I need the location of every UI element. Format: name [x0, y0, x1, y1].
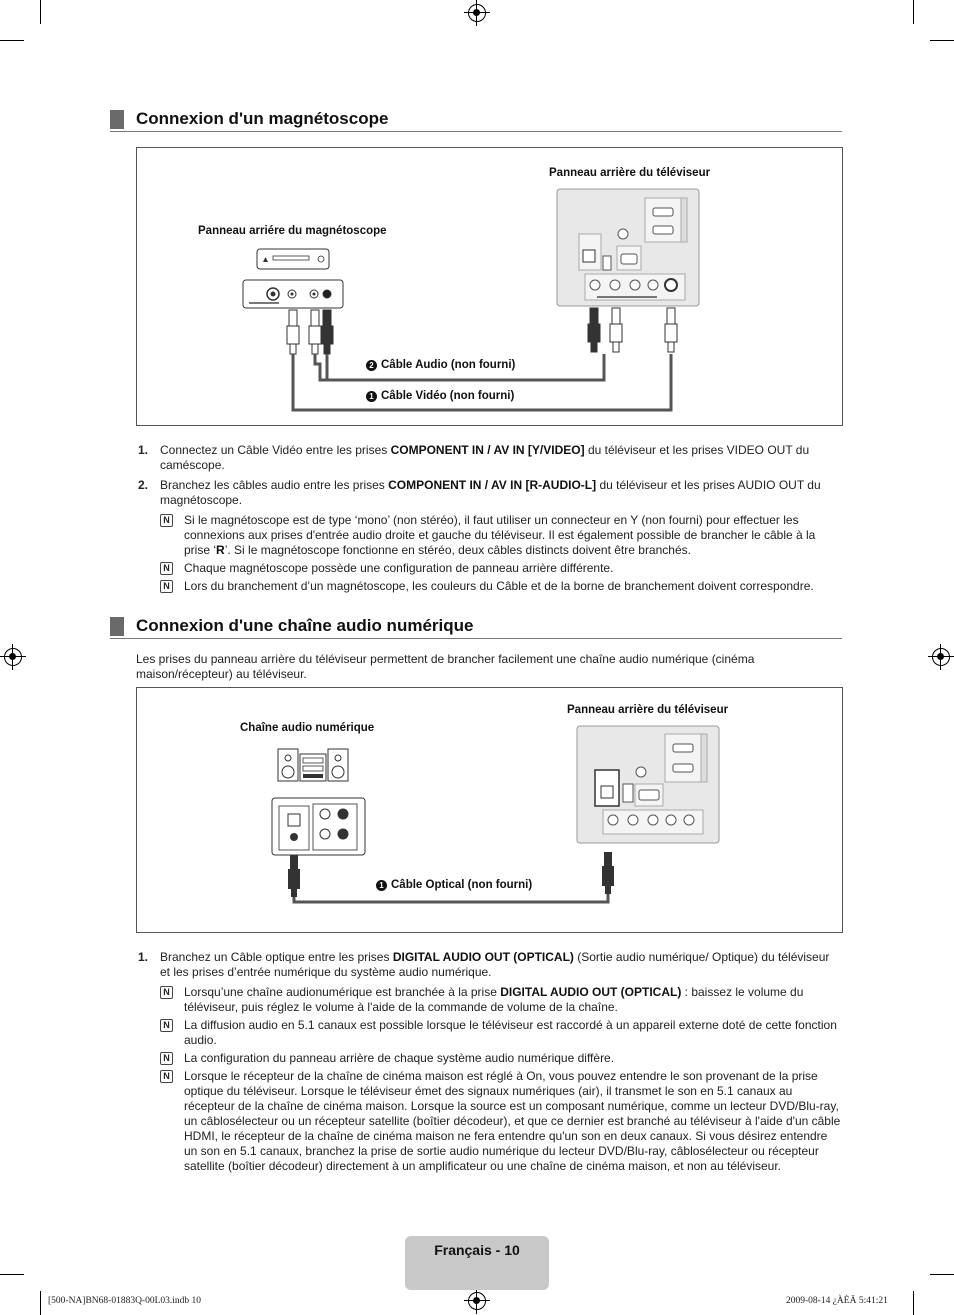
step-text: du téléviseur et les prises AUDIO OUT du magnétoscope.	[160, 478, 821, 507]
page-number-tab	[405, 1236, 549, 1290]
tv-panel-label: Panneau arrière du téléviseur	[549, 167, 711, 179]
crop-mark	[930, 40, 954, 41]
step-text: Branchez les câbles audio entre les prises	[160, 478, 389, 492]
jack-name: COMPONENT IN / AV IN [R-AUDIO-L]	[388, 478, 597, 492]
step-number: 2.	[138, 478, 149, 492]
section-marker	[110, 617, 124, 636]
audio-cable-label	[366, 359, 515, 371]
optical-cable-text: Câble Optical (non fourni)	[391, 879, 533, 891]
note-item	[136, 1051, 842, 1066]
crop-mark	[40, 0, 41, 24]
note-icon: N	[160, 1052, 173, 1065]
number-badge-icon: 2	[366, 360, 377, 371]
note-text: Lorsque le récepteur de la chaîne de cinéma maison est réglé à On, vous pouvez entendre le son provenant de la prise optique du téléviseur. Lorsque le téléviseur émet des signaux numériques (air), il transmet le son en 5.1 canaux au récepteur de la chaîne de cinéma maison. Lorsque la source est un composant numérique, comme un lecteur DVD/Blu-ray, un câblosélecteur ou un récepteur satellite (boîtier décodeur), et que ce dernier est branché au téléviseur à l'aide d'un câble HDMI, le récepteur de la chaîne de cinéma maison ne fera entendre qu'un son en deux canaux. Si vous désirez entendre un son en 5.1 canaux, branchez la prise de sortie audio numérique du lecteur DVD/Blu-ray, câblosélecteur ou récepteur satellite (boîtier décodeur) directement à un amplificateur ou une chaîne de cinéma maison, et non au téléviseur.	[184, 1069, 841, 1173]
jack-name: COMPONENT IN / AV IN [Y/VIDEO]	[390, 443, 585, 457]
note-icon: N	[160, 514, 173, 527]
audio-back-panel	[272, 798, 365, 855]
page-label: Français - 10	[434, 1242, 520, 1258]
audio-cable-text: Câble Audio (non fourni)	[381, 359, 516, 371]
jack-name: DIGITAL AUDIO OUT (OPTICAL)	[392, 950, 574, 964]
digital-audio-diagram	[136, 687, 843, 933]
instruction-step	[136, 950, 842, 980]
crop-mark	[40, 1291, 41, 1315]
note-item	[136, 985, 842, 1015]
vcr-rca-plugs	[287, 310, 333, 354]
step-text: du téléviseur et les prises VIDEO OUT du caméscope.	[160, 443, 810, 472]
audio-system-icon	[278, 749, 348, 781]
instruction-step	[136, 443, 842, 473]
step-text: (Sortie audio numérique/ Optique) du téléviseur et les prises d’entrée numérique du système audio numérique.	[160, 950, 830, 979]
note-text: Lors du branchement d’un magnétoscope, les couleurs du Câble et de la borne de branchement doivent correspondre.	[184, 579, 814, 593]
note-item	[136, 561, 842, 576]
vcr-connection-diagram	[136, 147, 843, 426]
note-text: ’. Si le magnétoscope fonctionne en stéréo, deux câbles distincts doivent être branchés.	[224, 543, 691, 557]
note-text: Lorsqu’une chaîne audionumérique est branchée à la prise	[184, 985, 501, 999]
section-heading: Connexion d'un magnétoscope	[136, 109, 389, 128]
vcr-icon	[257, 249, 329, 269]
registration-mark-icon	[468, 4, 486, 22]
instruction-step	[136, 478, 842, 508]
section-title-vcr	[110, 110, 842, 132]
section-marker	[110, 110, 124, 129]
print-timestamp: 2009-08-14 ¿ÀÈÄ 5:41:21	[786, 1296, 888, 1306]
audio-instructions	[136, 950, 842, 1177]
note-bold: DIGITAL AUDIO OUT (OPTICAL)	[500, 985, 682, 999]
video-cable-label	[366, 390, 514, 402]
note-text: La configuration du panneau arrière de chaque système audio numérique diffère.	[184, 1051, 615, 1065]
section-title-audio	[110, 617, 842, 639]
vcr-back-panel	[243, 280, 343, 308]
section-intro: Les prises du panneau arrière du téléviseur permettent de brancher facilement une chaîne audio numérique (cinéma maison/récepteur) au téléviseur.	[136, 652, 755, 681]
registration-mark-icon	[468, 1292, 486, 1310]
crop-mark	[0, 1274, 24, 1275]
note-icon: N	[160, 580, 173, 593]
crop-mark	[930, 1274, 954, 1275]
tv-panel-label: Panneau arrière du téléviseur	[567, 704, 729, 716]
video-cable-text: Câble Vidéo (non fourni)	[381, 390, 515, 402]
step-number: 1.	[138, 950, 149, 964]
note-icon: N	[160, 562, 173, 575]
optical-cable	[294, 894, 608, 902]
tv-rca-plugs	[588, 308, 677, 352]
crop-mark	[913, 1291, 914, 1315]
section-heading: Connexion d'une chaîne audio numérique	[136, 616, 474, 635]
registration-mark-icon	[932, 648, 950, 666]
file-info: [500-NA]BN68-01883Q-00L03.indb 10	[48, 1296, 202, 1306]
step-number: 1.	[138, 443, 149, 457]
tv-back-panel	[557, 189, 699, 306]
note-item	[136, 579, 842, 594]
note-icon: N	[160, 986, 173, 999]
note-text: Si le magnétoscope est de type ‘mono’ (non stéréo), il faut utiliser un connecteur en Y (non fourni) pour effectuer les connexions aux prises d'entrée audio droite et gauche du téléviseur. Il est également possible de brancher le câble à la prise ‘	[184, 513, 816, 557]
registration-mark-icon	[4, 648, 22, 666]
note-item	[136, 1018, 842, 1048]
vcr-panel-label: Panneau arriére du magnétoscope	[198, 225, 387, 237]
note-item	[136, 513, 842, 558]
vcr-diagram-drawing	[137, 148, 842, 425]
vcr-instructions	[136, 443, 842, 597]
crop-mark	[0, 40, 24, 41]
step-text: Branchez un Câble optique entre les prises	[160, 950, 393, 964]
crop-mark	[913, 0, 914, 24]
optical-cable-label	[376, 879, 532, 891]
step-text: Connectez un Câble Vidéo entre les prises	[160, 443, 391, 457]
note-bold: R	[216, 543, 225, 557]
number-badge-icon: 1	[366, 391, 377, 402]
note-text: Chaque magnétoscope possède une configuration de panneau arrière différente.	[184, 561, 614, 575]
note-text: : baissez le volume du téléviseur, puis réglez le volume à l'aide de la commande de volume de la chaîne.	[184, 985, 804, 1014]
note-text: La diffusion audio en 5.1 canaux est possible lorsque le téléviseur est raccordé à un appareil externe doté de cette fonction audio.	[184, 1018, 837, 1047]
note-icon: N	[160, 1019, 173, 1032]
note-item	[136, 1069, 842, 1174]
number-badge-icon: 1	[376, 880, 387, 891]
note-icon: N	[160, 1070, 173, 1083]
tv-back-panel	[577, 726, 719, 843]
audio-system-label: Chaîne audio numérique	[240, 722, 375, 734]
